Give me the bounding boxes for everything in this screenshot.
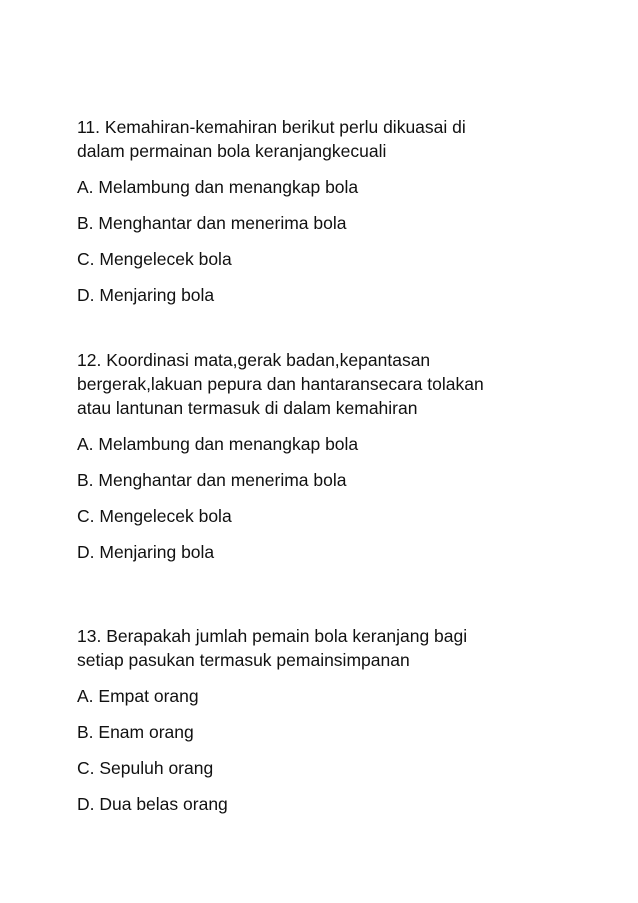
- option-d: D. Menjaring bola: [77, 542, 215, 562]
- question-11: [77, 115, 547, 307]
- option-b: B. Enam orang: [77, 722, 194, 742]
- question-12: [77, 348, 547, 564]
- option-c: C. Mengelecek bola: [77, 506, 232, 526]
- answer-options: [77, 432, 547, 564]
- question-text: [77, 624, 547, 672]
- question-line: 12. Koordinasi mata,gerak badan,kepantasan: [77, 350, 431, 370]
- answer-options: [77, 175, 547, 307]
- question-line: bergerak,lakuan pepura dan hantaransecara tolakan: [77, 374, 484, 394]
- question-line: setiap pasukan termasuk pemainsimpanan: [77, 650, 410, 670]
- question-line: 13. Berapakah jumlah pemain bola keranjang bagi: [77, 626, 468, 646]
- option-c: C. Mengelecek bola: [77, 249, 232, 269]
- question-line: atau lantunan termasuk di dalam kemahiran: [77, 398, 418, 418]
- answer-options: [77, 684, 547, 816]
- option-a: A. Melambung dan menangkap bola: [77, 177, 359, 197]
- option-c: C. Sepuluh orang: [77, 758, 214, 778]
- option-d: D. Menjaring bola: [77, 285, 215, 305]
- question-text: [77, 348, 547, 420]
- question-line: dalam permainan bola keranjangkecuali: [77, 141, 387, 161]
- question-text: [77, 115, 547, 163]
- option-a: A. Empat orang: [77, 686, 199, 706]
- option-b: B. Menghantar dan menerima bola: [77, 470, 347, 490]
- question-line: 11. Kemahiran-kemahiran berikut perlu dikuasai di: [77, 117, 466, 137]
- question-13: [77, 624, 547, 816]
- option-b: B. Menghantar dan menerima bola: [77, 213, 347, 233]
- option-d: D. Dua belas orang: [77, 794, 228, 814]
- option-a: A. Melambung dan menangkap bola: [77, 434, 359, 454]
